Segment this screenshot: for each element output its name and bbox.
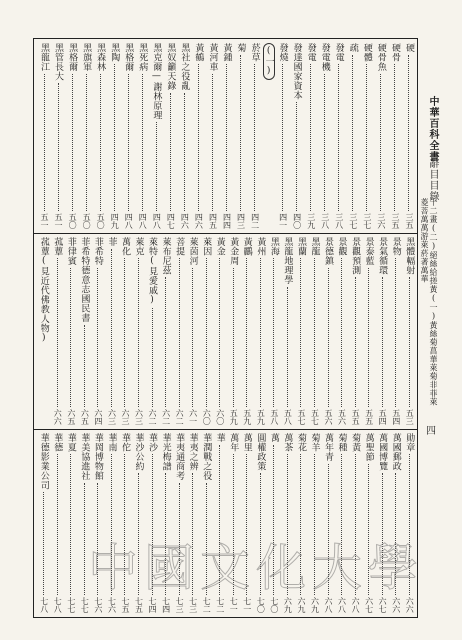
index-entry xyxy=(308,237,321,425)
index-entry xyxy=(173,237,186,425)
index-entry xyxy=(374,43,387,229)
entry-page: 七三 xyxy=(188,597,198,613)
entry-page: 五八 xyxy=(283,409,293,425)
entry-page: 六三 xyxy=(120,409,130,425)
leader-dots xyxy=(206,258,207,407)
leader-dots xyxy=(138,258,139,407)
entry-page: 七三 xyxy=(175,597,185,613)
entry-page: 六二 xyxy=(161,409,171,425)
entry-title: 菰蕈 xyxy=(52,237,63,256)
index-entry xyxy=(240,237,253,425)
entry-page: 三七 xyxy=(362,213,372,229)
entry-page: 四六 xyxy=(180,213,190,229)
index-entry xyxy=(37,433,50,613)
entry-title: 黑陶 xyxy=(109,43,120,62)
entry-title: 萬國博覽 xyxy=(377,433,388,471)
entry-title: 菊花 xyxy=(295,433,306,452)
leader-dots xyxy=(219,258,220,407)
entry-title: 菲律賓 xyxy=(65,237,76,266)
entry-title: 景氣循環 xyxy=(377,237,388,275)
leader-dots xyxy=(152,308,153,408)
entry-page: 七七 xyxy=(80,597,90,613)
entry-title: 菰蕈(見近代佛教人物) xyxy=(38,237,49,344)
leader-dots xyxy=(124,258,125,407)
leader-dots xyxy=(43,492,44,595)
index-entry xyxy=(80,43,93,229)
entry-title: 發達國家資本 xyxy=(291,43,302,100)
entry-title: 黃鍾 xyxy=(221,43,232,62)
entry-page: 三九 xyxy=(306,213,316,229)
entry-page: 六九 xyxy=(296,597,306,613)
entry-page: 七八 xyxy=(39,597,49,613)
entry-title: 黑格爾 xyxy=(123,43,134,72)
entry-page: 七五 xyxy=(134,597,144,613)
leader-dots xyxy=(338,64,339,211)
entry-title: 萬茶 xyxy=(282,433,293,452)
entry-page: 六二 xyxy=(148,409,158,425)
index-entry xyxy=(186,237,199,425)
entry-page: 四六 xyxy=(194,213,204,229)
entry-page: 六〇 xyxy=(202,409,212,425)
entry-page: 五三 xyxy=(405,409,415,425)
entry-title: 萬里 xyxy=(241,433,252,452)
chapter-heading: 十二畫(二)絕絲給搓黃(一)黃絲菊菖華萊菊非菲萊菱菩萬萬游萊菸著萬華 xyxy=(420,198,438,406)
entry-title: 硬骨 xyxy=(389,43,400,62)
entry-page: 六一 xyxy=(188,409,198,425)
leader-dots xyxy=(233,268,234,408)
entry-title: 黑克爾—謝林原理 xyxy=(151,43,162,120)
leader-dots xyxy=(394,64,395,211)
book-header xyxy=(424,96,438,162)
entry-title: 景德鎮 xyxy=(323,237,334,266)
index-entry xyxy=(52,43,65,229)
leader-dots xyxy=(198,64,199,211)
entry-title: 黑體輻射 xyxy=(404,237,415,275)
book-subheader xyxy=(424,158,438,202)
leader-dots xyxy=(246,258,247,407)
entry-title: 菊種 xyxy=(336,433,347,452)
entry-page: 四八 xyxy=(124,213,134,229)
entry-page: 五〇 xyxy=(96,213,106,229)
entry-title: 華沙 xyxy=(147,433,158,452)
entry-title: 黃金周 xyxy=(228,237,239,266)
entry-page: 六八 xyxy=(324,597,334,613)
leader-dots xyxy=(408,55,409,212)
entry-title: 萊克 xyxy=(133,237,144,256)
entry-page: 七六 xyxy=(107,597,117,613)
entry-title: 華南 xyxy=(106,433,117,452)
leader-dots xyxy=(84,483,85,596)
entry-page: 五一 xyxy=(40,213,50,229)
index-entry xyxy=(122,43,135,229)
leader-dots xyxy=(240,55,241,212)
entry-title: 華岡博物館 xyxy=(92,433,103,481)
entry-page: 六七 xyxy=(364,597,374,613)
index-entry xyxy=(281,237,294,425)
entry-title: 景觀 xyxy=(336,237,347,256)
leader-dots xyxy=(314,258,315,407)
entry-page: 四九 xyxy=(110,213,120,229)
leader-dots xyxy=(328,268,329,408)
entry-title: 華光梅譜 xyxy=(160,433,171,471)
entry-title: 黑龍地理學 xyxy=(282,237,293,285)
entry-page: 六四 xyxy=(93,409,103,425)
entry-page: 七五 xyxy=(120,597,130,613)
entry-title: 黑奴籲天錄 xyxy=(165,43,176,91)
entry-title: 萊茵河 xyxy=(187,237,198,266)
index-entry xyxy=(304,43,317,229)
entry-page: 七四 xyxy=(148,597,158,613)
entry-title: 黃州 xyxy=(255,237,266,256)
leader-dots xyxy=(58,83,59,211)
index-entry xyxy=(105,237,118,425)
entry-title: 萬年 xyxy=(228,433,239,452)
entry-page: 四三 xyxy=(236,213,246,229)
leader-dots xyxy=(355,277,356,407)
entry-title: 黑蘭 xyxy=(295,237,306,256)
entry-title: 硬 xyxy=(403,43,414,53)
entry-title: 萊特(見愛戚) xyxy=(147,237,158,306)
entry-page: 七二 xyxy=(202,597,212,613)
leader-dots xyxy=(57,258,58,407)
entry-title: 景泰藍 xyxy=(363,237,374,266)
index-entry xyxy=(51,237,64,425)
index-entry xyxy=(389,237,402,425)
entry-title: 華夷之辨 xyxy=(187,433,198,471)
entry-page: 七〇 xyxy=(269,597,279,613)
entry-page: 六三 xyxy=(134,409,144,425)
entry-title: 菲 xyxy=(106,237,117,247)
entry-title: 黃金 xyxy=(214,237,225,256)
index-entry xyxy=(78,237,91,425)
entry-page: 七八 xyxy=(53,597,63,613)
index-entry xyxy=(206,43,219,229)
index-entry xyxy=(200,237,213,425)
entry-title: 黑格爾 xyxy=(67,43,78,72)
entry-page: 五五 xyxy=(351,409,361,425)
entry-page: 五六 xyxy=(324,409,334,425)
entry-page: 四〇 xyxy=(292,213,302,229)
entry-page: 五八 xyxy=(269,409,279,425)
entry-page: 四五 xyxy=(208,213,218,229)
leader-dots xyxy=(380,74,381,212)
leader-dots xyxy=(111,249,112,408)
entry-page: 三六 xyxy=(376,213,386,229)
entry-page: 七一 xyxy=(242,597,252,613)
entry-title: 菊羊 xyxy=(309,433,320,452)
entry-title: 萬 xyxy=(268,433,279,443)
watermark-stamp: 中國文化大學 xyxy=(88,539,424,597)
index-entry xyxy=(335,237,348,425)
entry-page: 六三 xyxy=(107,409,117,425)
index-entry xyxy=(322,237,335,425)
entry-page: 七六 xyxy=(93,597,103,613)
leader-dots xyxy=(86,74,87,212)
entry-page: 四四 xyxy=(222,213,232,229)
entry-title: 萊因 xyxy=(201,237,212,256)
index-entry xyxy=(164,43,177,229)
index-entry xyxy=(332,43,345,229)
entry-page: 六〇 xyxy=(215,409,225,425)
entry-page: 六九 xyxy=(310,597,320,613)
index-entry xyxy=(132,237,145,425)
index-entry xyxy=(192,43,205,229)
entry-page: 六七 xyxy=(378,597,388,613)
entry-title: 華佗 xyxy=(119,433,130,452)
index-entry xyxy=(349,237,362,425)
entry-title: 黃鶴 xyxy=(193,43,204,62)
entry-title: 菲希特 xyxy=(92,237,103,266)
entry-page: 三七 xyxy=(348,213,358,229)
entry-page: 六六 xyxy=(405,597,415,613)
entry-page: 四八 xyxy=(138,213,148,229)
index-entry xyxy=(64,433,77,613)
entry-title: 勛章 xyxy=(404,433,415,452)
entry-title: 黃鸝 xyxy=(241,237,252,256)
band-divider xyxy=(34,233,417,234)
index-entry xyxy=(234,43,247,229)
leader-dots xyxy=(254,64,255,211)
entry-page: 五〇 xyxy=(82,213,92,229)
index-entry xyxy=(108,43,121,229)
index-entry xyxy=(38,43,51,229)
leader-dots xyxy=(114,64,115,211)
leader-dots xyxy=(72,74,73,212)
entry-title: 華德 xyxy=(52,433,63,452)
entry-title: 黑旗軍 xyxy=(81,43,92,72)
entry-title: 黃河車 xyxy=(207,43,218,72)
entry-page: 七〇 xyxy=(256,597,266,613)
leader-dots xyxy=(352,55,353,212)
index-band-middle xyxy=(34,237,417,425)
entry-title: 萬化 xyxy=(119,237,130,256)
entry-page: 五七 xyxy=(310,409,320,425)
entry-page: 三八 xyxy=(320,213,330,229)
entry-title: 硬骨魚 xyxy=(375,43,386,72)
entry-page: 五七 xyxy=(296,409,306,425)
index-entry xyxy=(220,43,233,229)
leader-dots xyxy=(44,74,45,212)
leader-dots xyxy=(366,64,367,211)
entry-title: 發燒 xyxy=(277,43,288,62)
leader-dots xyxy=(300,258,301,407)
entry-title: 黑社之役亂 xyxy=(179,43,190,91)
entry-page: 七一 xyxy=(229,597,239,613)
entry-page: 三五 xyxy=(390,213,400,229)
entry-title: 華德影業公司 xyxy=(38,433,49,490)
entry-page: 五四 xyxy=(378,409,388,425)
entry-title: 圓權政策 xyxy=(255,433,266,471)
entry-title: 黑管長大 xyxy=(53,43,64,81)
entry-title: 菸草 xyxy=(249,43,260,62)
entry-title: 華夏 xyxy=(65,433,76,452)
leader-dots xyxy=(287,287,288,408)
entry-title: 黑龍江 xyxy=(39,43,50,72)
index-entry xyxy=(37,237,50,425)
entry-title: 菊黃 xyxy=(350,433,361,452)
entry-title: 景物 xyxy=(390,237,401,256)
index-entry xyxy=(254,237,267,425)
leader-dots xyxy=(310,64,311,211)
leader-dots xyxy=(165,277,166,407)
entry-title: 萬年青 xyxy=(323,433,334,462)
entry-page: 三八 xyxy=(334,213,344,229)
index-frame xyxy=(33,38,424,618)
index-entry xyxy=(248,43,261,229)
leader-dots xyxy=(156,122,157,211)
leader-dots xyxy=(341,258,342,407)
entry-page: 六五 xyxy=(66,409,76,425)
leader-dots xyxy=(226,64,227,211)
leader-dots xyxy=(184,93,185,212)
entry-page: 五九 xyxy=(229,409,239,425)
leader-dots xyxy=(192,268,193,408)
index-entry xyxy=(294,237,307,425)
leader-dots xyxy=(170,93,171,212)
index-entry xyxy=(66,43,79,229)
entry-title: 疏 xyxy=(347,43,358,53)
index-entry xyxy=(290,43,303,229)
entry-page: 七七 xyxy=(66,597,76,613)
page-number: 四 xyxy=(426,426,436,437)
entry-page: 六八 xyxy=(351,597,361,613)
entry-page: 三五 xyxy=(404,213,414,229)
leader-dots xyxy=(368,268,369,408)
index-entry xyxy=(150,43,163,229)
entry-title: 萊布尼茲 xyxy=(160,237,171,275)
entry-title: 發電機 xyxy=(319,43,330,72)
leader-dots xyxy=(273,258,274,407)
leader-dots xyxy=(409,277,410,407)
index-entry xyxy=(159,237,172,425)
index-entry xyxy=(362,237,375,425)
entry-title: 發電 xyxy=(333,43,344,62)
entry-title: 黑死病 xyxy=(137,43,148,72)
leader-dots xyxy=(179,258,180,407)
entry-page: 六八 xyxy=(337,597,347,613)
index-entry xyxy=(388,43,401,229)
entry-page: 四八 xyxy=(152,213,162,229)
entry-page: 四二 xyxy=(250,213,260,229)
book-title: 中華百科全書 xyxy=(427,96,438,162)
index-entry xyxy=(403,237,416,425)
leader-dots xyxy=(142,74,143,212)
entry-page: 四七 xyxy=(166,213,176,229)
entry-page: 六九 xyxy=(283,597,293,613)
leader-dots xyxy=(70,268,71,408)
leader-dots xyxy=(100,74,101,212)
entry-title: 菊 xyxy=(235,43,246,53)
entry-title: 菲希特德意志國民書 xyxy=(79,237,90,323)
index-entry xyxy=(376,237,389,425)
index-entry xyxy=(91,237,104,425)
leader-dots xyxy=(395,258,396,407)
entry-page: 七二 xyxy=(215,597,225,613)
index-entry xyxy=(213,237,226,425)
index-entry xyxy=(136,43,149,229)
index-entry xyxy=(346,43,359,229)
entry-page: 五〇 xyxy=(68,213,78,229)
index-entry xyxy=(262,43,275,229)
leader-dots xyxy=(382,277,383,407)
index-entry xyxy=(267,237,280,425)
entry-title: 萬國郵政 xyxy=(390,433,401,471)
entry-title: 萬聖節 xyxy=(363,433,374,462)
index-entry xyxy=(360,43,373,229)
entry-title: 景觀預測 xyxy=(350,237,361,275)
leader-dots xyxy=(212,74,213,212)
entry-page: 五五 xyxy=(364,409,374,425)
entry-title: 發電 xyxy=(305,43,316,62)
book-subtitle: 辭目目錄 xyxy=(427,158,438,202)
entry-page: 六六 xyxy=(53,409,63,425)
entry-page: 五四 xyxy=(391,409,401,425)
entry-title: (一) xyxy=(263,43,275,80)
entry-title: 硬體 xyxy=(361,43,372,62)
leader-dots xyxy=(84,325,85,408)
index-entry xyxy=(227,237,240,425)
entry-page: 五一 xyxy=(54,213,64,229)
entry-title: 黑龍 xyxy=(309,237,320,256)
entry-title: 黑海 xyxy=(268,237,279,256)
leader-dots xyxy=(260,258,261,407)
leader-dots xyxy=(57,454,58,595)
index-entry xyxy=(64,237,77,425)
index-entry xyxy=(51,433,64,613)
entry-page: 六六 xyxy=(391,597,401,613)
index-entry xyxy=(402,43,415,229)
leader-dots xyxy=(128,74,129,212)
index-entry xyxy=(276,43,289,229)
band-divider xyxy=(34,429,417,430)
entry-title: 菩提 xyxy=(174,237,185,256)
entry-page: 四一 xyxy=(278,213,288,229)
index-entry xyxy=(118,237,131,425)
entry-page: 六五 xyxy=(80,409,90,425)
index-band-upper xyxy=(34,43,417,229)
entry-page: 六二 xyxy=(175,409,185,425)
leader-dots xyxy=(296,102,297,211)
leader-dots xyxy=(97,268,98,408)
leader-dots xyxy=(70,454,71,595)
leader-dots xyxy=(282,64,283,211)
entry-page: 五九 xyxy=(242,409,252,425)
entry-title: 華 xyxy=(214,433,225,443)
entry-title: 華沙公約 xyxy=(133,433,144,471)
entry-page: 七四 xyxy=(161,597,171,613)
index-entry xyxy=(178,43,191,229)
index-entry xyxy=(94,43,107,229)
entry-title: 華夷通商考 xyxy=(174,433,185,481)
index-entry xyxy=(318,43,331,229)
index-entry xyxy=(146,237,159,425)
entry-page: 五六 xyxy=(337,409,347,425)
leader-dots xyxy=(324,74,325,212)
entry-title: 黑森林 xyxy=(95,43,106,72)
entry-page: 五九 xyxy=(256,409,266,425)
entry-title: 華潤戰之役 xyxy=(201,433,212,481)
entry-title: 華美協進社 xyxy=(79,433,90,481)
